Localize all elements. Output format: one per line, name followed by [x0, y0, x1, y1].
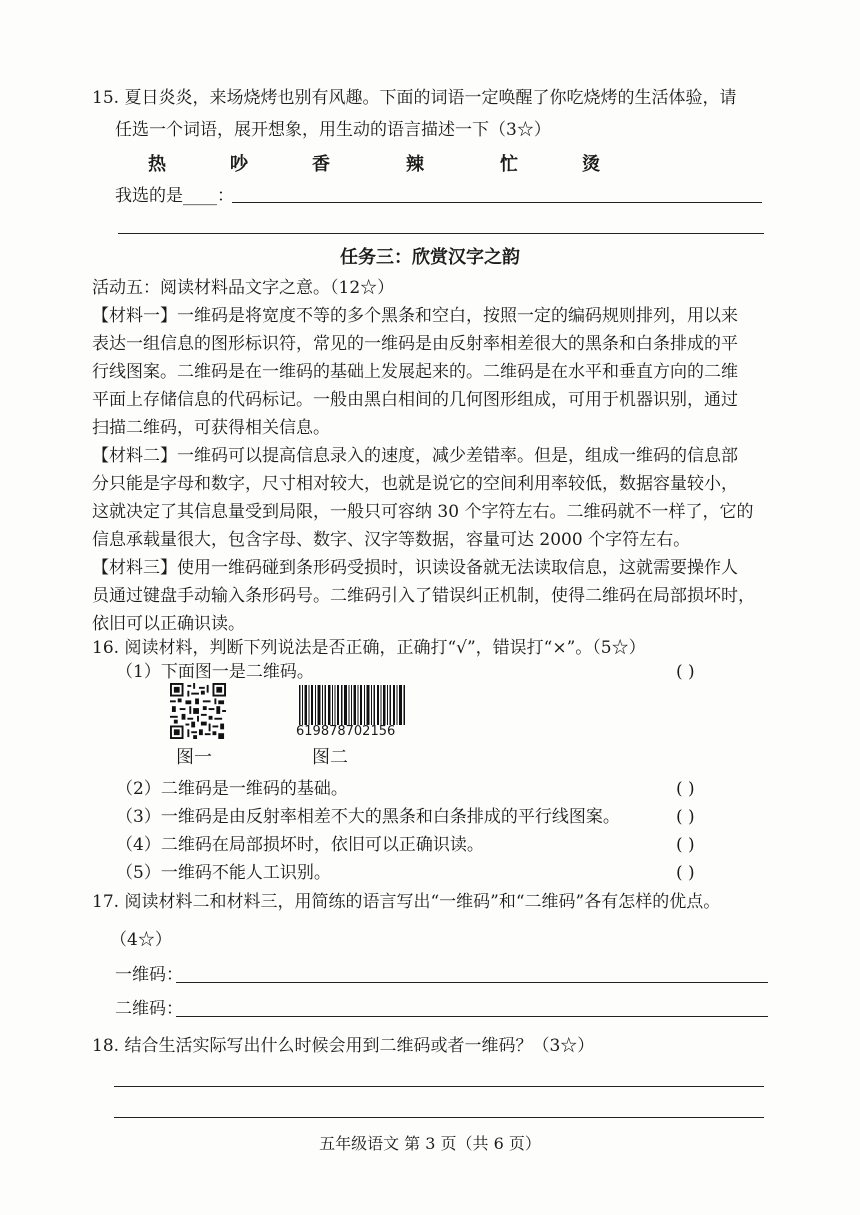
page-footer: 五年级语文 第 3 页（共 6 页）: [319, 1134, 541, 1153]
q16-item-2: （2）二维码是一维码的基础。: [116, 779, 348, 799]
material-line: 信息承载量很大，包含字母、数字、汉字等数据，容量可达 2000 个字符左右。: [92, 530, 691, 550]
material-line: 平面上存储信息的代码标记。一般由黑白相间的几何图形组成，可用于机器识别，通过: [92, 390, 738, 410]
q18-stem: 18. 结合生活实际写出什么时候会用到二维码或者一维码？（3☆）: [92, 1036, 595, 1056]
material-line: 扫描二维码，可获得相关信息。: [92, 418, 330, 438]
word-mang: 忙: [500, 154, 518, 175]
q17-label-1d: 一维码：: [115, 965, 183, 985]
word-la: 辣: [406, 154, 424, 175]
q15-line1: 15. 夏日炎炎，来场烧烤也别有风趣。下面的词语一定唤醒了你吃烧烤的生活体验，请: [92, 88, 737, 108]
q15-chosen-label: 我选的是____：: [115, 186, 234, 206]
q15-word-list: [148, 150, 664, 176]
q17-label-2d: 二维码：: [115, 999, 183, 1019]
q15-answer-line-2[interactable]: [118, 233, 764, 234]
q18-answer-line-1[interactable]: [114, 1086, 764, 1087]
material-line: 【材料二】一维码可以提高信息录入的速度，减少差错率。但是，组成一维码的信息部: [92, 446, 738, 466]
q16-answer-paren-3[interactable]: ( ): [676, 807, 695, 827]
material-line: 依旧可以正确识读。: [92, 614, 245, 634]
material-line: 行线图案。二维码是在一维码的基础上发展起来的。二维码是在水平和垂直方向的二维: [92, 362, 738, 382]
q16-answer-paren-2[interactable]: ( ): [676, 779, 695, 799]
q16-answer-paren-4[interactable]: ( ): [676, 835, 695, 855]
task3-title: 任务三：欣赏汉字之韵: [340, 247, 520, 268]
q17-answer-line-2d[interactable]: [176, 1016, 768, 1017]
q16-answer-paren-5[interactable]: ( ): [676, 863, 695, 883]
word-chao: 吵: [230, 154, 248, 175]
q16-item-5: （5）一维码不能人工识别。: [116, 863, 331, 883]
word-re: 热: [148, 154, 166, 175]
q16-item-4: （4）二维码在局部损坏时，依旧可以正确识读。: [116, 835, 484, 855]
q16-stem: 16. 阅读材料，判断下列说法是否正确，正确打“√”，错误打“×”。（5☆）: [92, 638, 646, 658]
figure-1-label: 图一: [176, 747, 212, 768]
material-line: 分只能是字母和数字，尺寸相对较大，也就是说它的空间利用率较低，数据容量较小，: [92, 474, 738, 494]
q17-answer-line-1d[interactable]: [176, 982, 768, 983]
q17-stars: （4☆）: [110, 930, 172, 950]
q16-item-1: （1）下面图一是二维码。: [116, 662, 314, 682]
q18-answer-line-2[interactable]: [114, 1117, 764, 1118]
material-line: 【材料一】一维码是将宽度不等的多个黑条和空白，按照一定的编码规则排列，用以来: [92, 306, 738, 326]
q17-stem: 17. 阅读材料二和材料三，用简练的语言写出“一维码”和“二维码”各有怎样的优点。: [92, 892, 721, 912]
material-line: 这就决定了其信息量受到局限，一般只可容纳 30 个字符左右。二维码就不一样了，它的: [92, 502, 754, 522]
q16-answer-paren-1[interactable]: ( ): [676, 662, 695, 682]
material-line: 员通过键盘手动输入条形码号。二维码引入了错误纠正机制，使得二维码在局部损坏时，: [92, 586, 755, 606]
barcode-image: [298, 685, 406, 725]
word-tang: 烫: [582, 154, 600, 175]
material-line: 【材料三】使用一维码碰到条形码受损时，识读设备就无法读取信息，这就需要操作人: [92, 558, 738, 578]
word-xiang: 香: [312, 154, 330, 175]
figure-2-label: 图二: [312, 747, 348, 768]
q15-line2: 任选一个词语，展开想象，用生动的语言描述一下（3☆）: [115, 120, 551, 140]
q15-answer-line-1[interactable]: [232, 202, 762, 203]
q16-item-3: （3）一维码是由反射率相差不大的黑条和白条排成的平行线图案。: [116, 807, 620, 827]
qr-code-image: [170, 683, 226, 739]
material-line: 表达一组信息的图形标识符，常见的一维码是由反射率相差很大的黑条和白条排成的平: [92, 334, 738, 354]
barcode-number: 619878702156: [296, 724, 396, 739]
activity5-heading: 活动五：阅读材料品文字之意。（12☆）: [92, 278, 395, 298]
